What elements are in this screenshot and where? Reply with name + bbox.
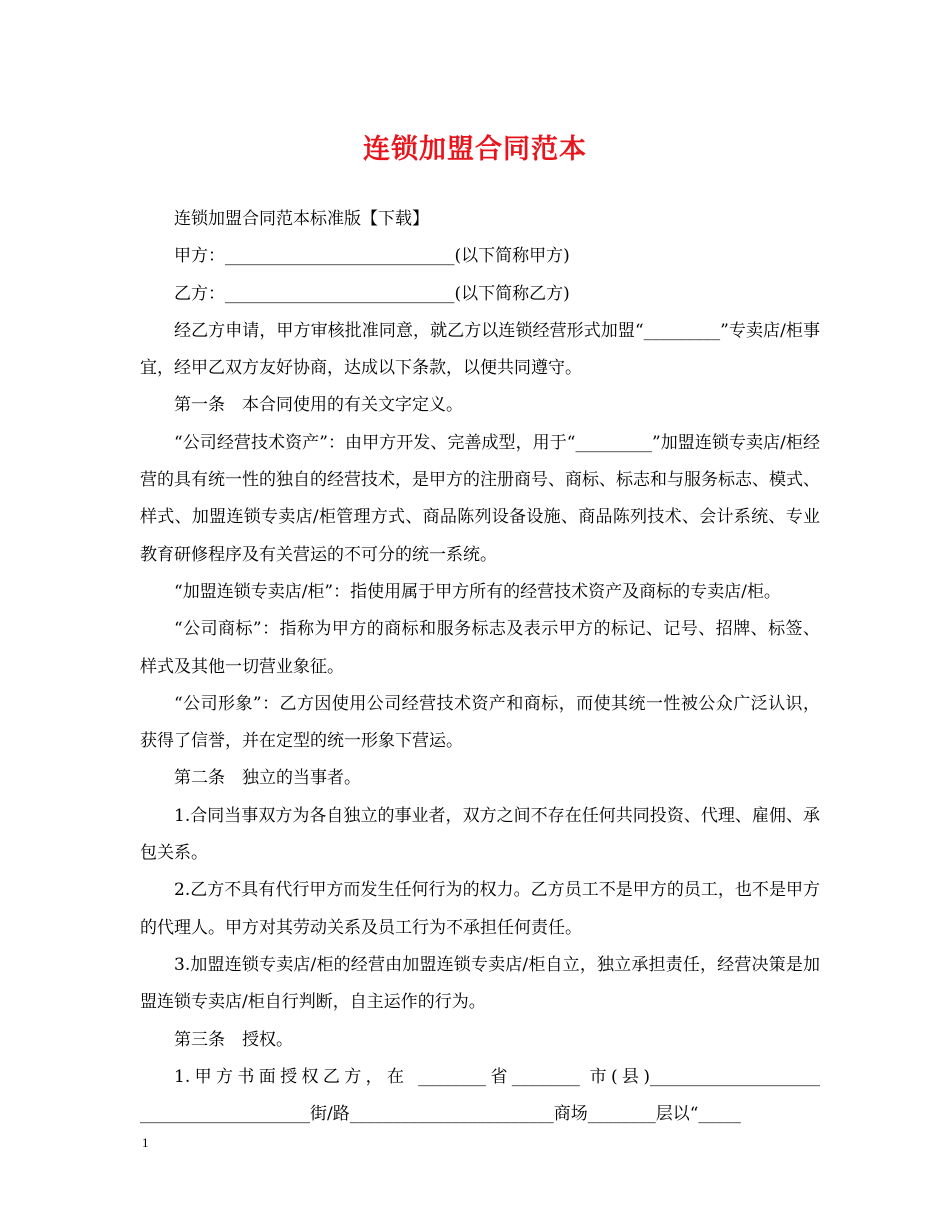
article-2-clause-1: 1.合同当事双方为各自独立的事业者，双方之间不存在任何共同投资、代理、雇佣、承包关系。	[140, 805, 820, 864]
article-2-clause-2: 2.乙方不具有代行甲方而发生任何行为的权力。乙方员工不是甲方的员工，也不是甲方的代理人。甲方对其劳动关系及员工行为不承担任何责任。	[140, 880, 820, 938]
document-title: 连锁加盟合同范本	[363, 134, 587, 165]
paragraph-subtitle: 连锁加盟合同范本标准版【下载】	[174, 209, 429, 229]
page-number: 1	[142, 1135, 149, 1150]
paragraph-preamble: 经乙方申请，甲方审核批准同意，就乙方以连锁经营形式加盟“_________”专卖店/柜事宜，经甲乙双方友好协商，达成以下条款，以便共同遵守。	[140, 320, 820, 379]
article-1-heading: 第一条 本合同使用的有关文字定义。	[174, 395, 463, 416]
article-3-clause-1: 1.甲方书面授权乙方，在 ________省________ 市(县)____________________ ____________________街/路________________________商场________层以“_____	[140, 1066, 820, 1125]
article-3-heading: 第三条 授权。	[174, 1029, 293, 1050]
definition-franchise-store: “加盟连锁专卖店/柜”：指使用属于甲方所有的经营技术资产及商标的专卖店/柜。	[174, 581, 781, 602]
article-2-heading: 第二条 独立的当事者。	[174, 768, 361, 789]
article-2-clause-3: 3.加盟连锁专卖店/柜的经营由加盟连锁专卖店/柜自立，独立承担责任，经营决策是加盟连锁专卖店/柜自行判断，自主运作的行为。	[140, 954, 820, 1013]
definition-company-trademark: “公司商标”：指称为甲方的商标和服务标志及表示甲方的标记、记号、招牌、标签、样式及其他一切营业象征。	[140, 619, 820, 677]
definition-company-image: “公司形象”：乙方因使用公司经营技术资产和商标，而使其统一性被公众广泛认识，获得了信誉，并在定型的统一形象下营运。	[140, 693, 820, 752]
document-body	[140, 201, 820, 1133]
definition-technical-assets: “公司经营技术资产”：由甲方开发、完善成型，用于“_________”加盟连锁专卖店/柜经营的具有统一性的独自的经营技术，是甲方的注册商号、商标、标志和与服务标志、模式、样式、加盟连锁专卖店/柜管理方式、商品陈列设备设施、商品陈列技术、会计系统、专业教育研修程序及有关营运的不可分的统一系统。	[140, 432, 820, 565]
paragraph-party-a: 甲方：___________________________(以下简称甲方)	[174, 246, 570, 267]
paragraph-party-b: 乙方：___________________________(以下简称乙方)	[174, 283, 570, 304]
